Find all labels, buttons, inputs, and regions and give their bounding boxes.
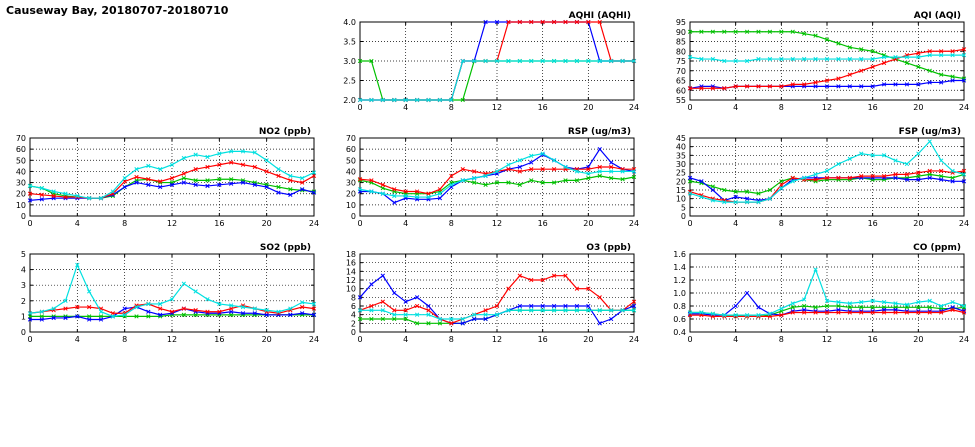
svg-text:5: 5 — [20, 250, 26, 259]
svg-text:80: 80 — [675, 47, 686, 57]
svg-text:CO (ppm): CO (ppm) — [913, 243, 961, 253]
svg-text:0: 0 — [357, 335, 363, 344]
svg-text:4: 4 — [403, 335, 409, 344]
svg-text:0: 0 — [20, 328, 26, 337]
svg-text:4: 4 — [733, 103, 739, 112]
svg-text:16: 16 — [214, 219, 225, 228]
svg-text:24: 24 — [308, 335, 320, 344]
svg-text:15: 15 — [675, 186, 686, 195]
svg-text:40: 40 — [675, 142, 686, 152]
svg-text:24: 24 — [958, 335, 970, 344]
chart-panel-aqhi — [330, 8, 640, 118]
svg-text:AQI (AQI): AQI (AQI) — [913, 11, 961, 21]
svg-text:20: 20 — [15, 189, 26, 199]
svg-text:12: 12 — [166, 335, 178, 344]
svg-text:20: 20 — [261, 335, 272, 344]
svg-text:10: 10 — [15, 200, 26, 210]
svg-text:40: 40 — [345, 167, 356, 177]
svg-text:16: 16 — [537, 335, 548, 344]
svg-text:0: 0 — [687, 103, 693, 112]
svg-text:8: 8 — [122, 335, 128, 344]
svg-text:24: 24 — [628, 335, 640, 344]
svg-text:0: 0 — [350, 328, 356, 337]
svg-text:0: 0 — [357, 219, 363, 228]
svg-text:O3 (ppb): O3 (ppb) — [586, 243, 631, 253]
svg-text:3.5: 3.5 — [343, 37, 356, 47]
svg-text:24: 24 — [628, 219, 640, 228]
svg-text:0.8: 0.8 — [673, 302, 686, 311]
svg-text:16: 16 — [214, 335, 225, 344]
chart-panel-fsp — [660, 124, 970, 234]
svg-text:12: 12 — [821, 219, 833, 228]
chart-panel-o3 — [330, 240, 640, 350]
svg-text:20: 20 — [261, 219, 272, 228]
svg-text:0: 0 — [20, 212, 26, 221]
svg-text:4.0: 4.0 — [343, 18, 356, 27]
svg-text:8: 8 — [448, 219, 454, 228]
svg-text:8: 8 — [350, 293, 356, 303]
svg-text:1: 1 — [20, 312, 26, 322]
svg-text:24: 24 — [308, 219, 320, 228]
svg-text:8: 8 — [448, 335, 454, 344]
svg-text:1.6: 1.6 — [673, 250, 686, 259]
svg-text:24: 24 — [628, 103, 640, 112]
svg-text:20: 20 — [583, 335, 594, 344]
svg-text:75: 75 — [675, 57, 686, 66]
svg-text:45: 45 — [675, 134, 686, 143]
svg-text:70: 70 — [345, 134, 356, 143]
svg-text:12: 12 — [166, 219, 178, 228]
svg-text:10: 10 — [345, 200, 356, 210]
svg-text:0: 0 — [27, 335, 33, 344]
svg-text:24: 24 — [958, 219, 970, 228]
svg-text:3.0: 3.0 — [343, 57, 356, 66]
svg-text:6: 6 — [350, 302, 356, 311]
svg-text:NO2 (ppb): NO2 (ppb) — [258, 127, 311, 137]
svg-text:0: 0 — [357, 103, 363, 112]
svg-text:24: 24 — [958, 103, 970, 112]
svg-text:16: 16 — [867, 335, 878, 344]
svg-text:16: 16 — [345, 258, 356, 268]
svg-text:0: 0 — [687, 335, 693, 344]
svg-text:12: 12 — [345, 276, 356, 285]
svg-text:8: 8 — [448, 103, 454, 112]
svg-text:4: 4 — [733, 335, 739, 344]
svg-text:65: 65 — [675, 76, 686, 86]
svg-text:20: 20 — [913, 219, 924, 228]
svg-text:2.0: 2.0 — [343, 96, 356, 105]
svg-text:4: 4 — [74, 335, 80, 344]
svg-text:8: 8 — [778, 335, 784, 344]
svg-text:0: 0 — [687, 219, 693, 228]
svg-text:5: 5 — [680, 203, 686, 213]
svg-text:12: 12 — [491, 103, 503, 112]
chart-panel-no2 — [0, 124, 320, 234]
chart-panel-rsp — [330, 124, 640, 234]
svg-text:18: 18 — [345, 250, 356, 259]
svg-text:12: 12 — [821, 335, 833, 344]
svg-text:4: 4 — [20, 265, 26, 275]
svg-text:50: 50 — [15, 156, 26, 166]
svg-text:20: 20 — [583, 103, 594, 112]
svg-text:20: 20 — [913, 103, 924, 112]
svg-text:4: 4 — [403, 103, 409, 112]
svg-text:3: 3 — [20, 281, 26, 291]
svg-text:55: 55 — [675, 96, 686, 105]
svg-text:12: 12 — [821, 103, 833, 112]
svg-text:85: 85 — [675, 37, 686, 47]
svg-text:0: 0 — [680, 212, 686, 221]
svg-text:10: 10 — [345, 284, 356, 294]
svg-text:AQHI (AQHI): AQHI (AQHI) — [568, 11, 631, 21]
svg-text:20: 20 — [345, 189, 356, 199]
svg-text:8: 8 — [778, 219, 784, 228]
svg-text:25: 25 — [675, 168, 686, 178]
svg-text:8: 8 — [778, 103, 784, 112]
svg-text:RSP (ug/m3): RSP (ug/m3) — [567, 127, 631, 137]
svg-text:1.0: 1.0 — [673, 289, 686, 298]
svg-text:20: 20 — [583, 219, 594, 228]
svg-text:SO2 (ppb): SO2 (ppb) — [259, 243, 311, 253]
svg-text:0.4: 0.4 — [673, 328, 686, 337]
svg-text:60: 60 — [15, 145, 26, 155]
svg-text:95: 95 — [675, 18, 686, 27]
svg-text:0.6: 0.6 — [673, 315, 686, 324]
svg-text:10: 10 — [675, 194, 686, 204]
svg-text:70: 70 — [15, 134, 26, 143]
svg-text:30: 30 — [675, 160, 686, 169]
svg-text:12: 12 — [491, 335, 503, 344]
svg-text:4: 4 — [350, 310, 356, 320]
svg-text:60: 60 — [675, 86, 686, 96]
svg-text:35: 35 — [675, 151, 686, 161]
svg-text:4: 4 — [403, 219, 409, 228]
svg-text:0: 0 — [27, 219, 33, 228]
svg-text:20: 20 — [675, 177, 686, 187]
svg-text:16: 16 — [537, 103, 548, 112]
svg-text:40: 40 — [15, 167, 26, 177]
svg-text:50: 50 — [345, 156, 356, 166]
svg-text:1.2: 1.2 — [673, 276, 686, 285]
svg-text:4: 4 — [733, 219, 739, 228]
chart-panel-aqi — [660, 8, 970, 118]
svg-text:2.5: 2.5 — [343, 76, 356, 86]
chart-panel-co — [660, 240, 970, 350]
svg-text:14: 14 — [345, 267, 356, 277]
chart-panel-so2 — [0, 240, 320, 350]
svg-text:16: 16 — [867, 219, 878, 228]
svg-text:FSP (ug/m3): FSP (ug/m3) — [898, 127, 961, 137]
page-title: Causeway Bay, 20180707-20180710 — [6, 4, 229, 17]
svg-text:60: 60 — [345, 145, 356, 155]
svg-text:12: 12 — [491, 219, 503, 228]
svg-text:16: 16 — [537, 219, 548, 228]
svg-text:8: 8 — [122, 219, 128, 228]
svg-text:4: 4 — [74, 219, 80, 228]
svg-text:90: 90 — [675, 27, 686, 37]
svg-text:16: 16 — [867, 103, 878, 112]
svg-text:30: 30 — [15, 178, 26, 188]
svg-text:70: 70 — [675, 66, 686, 76]
svg-text:0: 0 — [350, 212, 356, 221]
svg-text:20: 20 — [913, 335, 924, 344]
svg-text:1.4: 1.4 — [673, 263, 686, 272]
svg-text:2: 2 — [350, 319, 356, 329]
svg-text:2: 2 — [20, 296, 26, 306]
svg-text:30: 30 — [345, 178, 356, 188]
